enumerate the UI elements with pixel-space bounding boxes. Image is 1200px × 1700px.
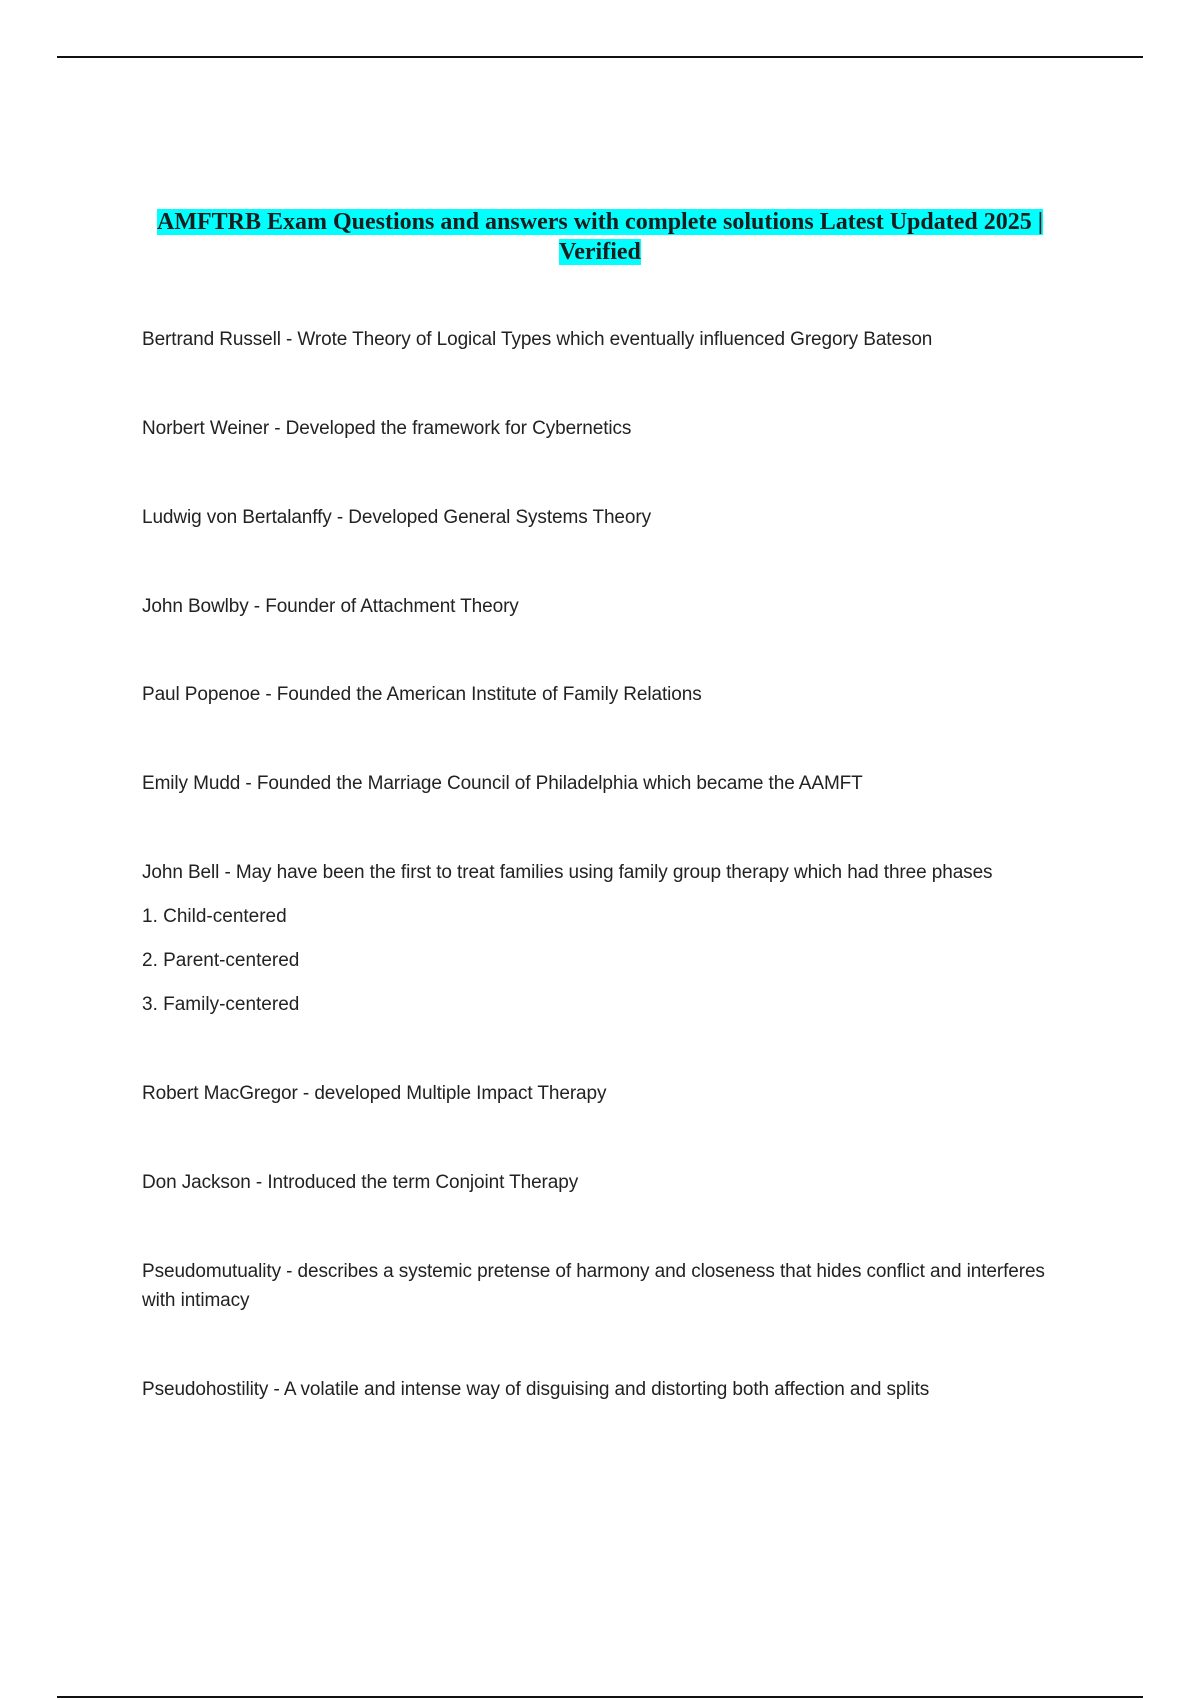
bottom-rule xyxy=(57,1696,1143,1698)
qa-entry: Ludwig von Bertalanffy - Developed General Systems Theory xyxy=(142,507,651,528)
phase-item: 2. Parent-centered xyxy=(142,950,300,971)
qa-entry: Norbert Weiner - Developed the framework for Cybernetics xyxy=(142,418,632,439)
qa-entry: Paul Popenoe - Founded the American Institute of Family Relations xyxy=(142,684,702,705)
phase-item: 1. Child-centered xyxy=(142,906,287,927)
qa-entry: John Bell - May have been the first to treat families using family group therapy which had three phases xyxy=(142,862,993,883)
title-line-1: AMFTRB Exam Questions and answers with complete solutions Latest Updated 2025 | xyxy=(157,209,1043,235)
top-rule xyxy=(57,56,1143,58)
qa-entry: Robert MacGregor - developed Multiple Impact Therapy xyxy=(142,1083,607,1104)
qa-entry: Pseudohostility - A volatile and intense way of disguising and distorting both affection and splits xyxy=(142,1379,930,1400)
qa-entry: John Bowlby - Founder of Attachment Theory xyxy=(142,596,519,617)
qa-entry: Don Jackson - Introduced the term Conjoint Therapy xyxy=(142,1172,579,1193)
document-title xyxy=(100,207,1100,267)
title-line-2: Verified xyxy=(559,239,641,265)
qa-entry: Pseudomutuality - describes a systemic pretense of harmony and closeness that hides conflict and interferes with intimacy xyxy=(142,1261,1045,1311)
qa-entry: Bertrand Russell - Wrote Theory of Logical Types which eventually influenced Gregory Bateson xyxy=(142,329,933,350)
qa-entry: Emily Mudd - Founded the Marriage Council of Philadelphia which became the AAMFT xyxy=(142,773,863,794)
phase-item: 3. Family-centered xyxy=(142,994,300,1015)
